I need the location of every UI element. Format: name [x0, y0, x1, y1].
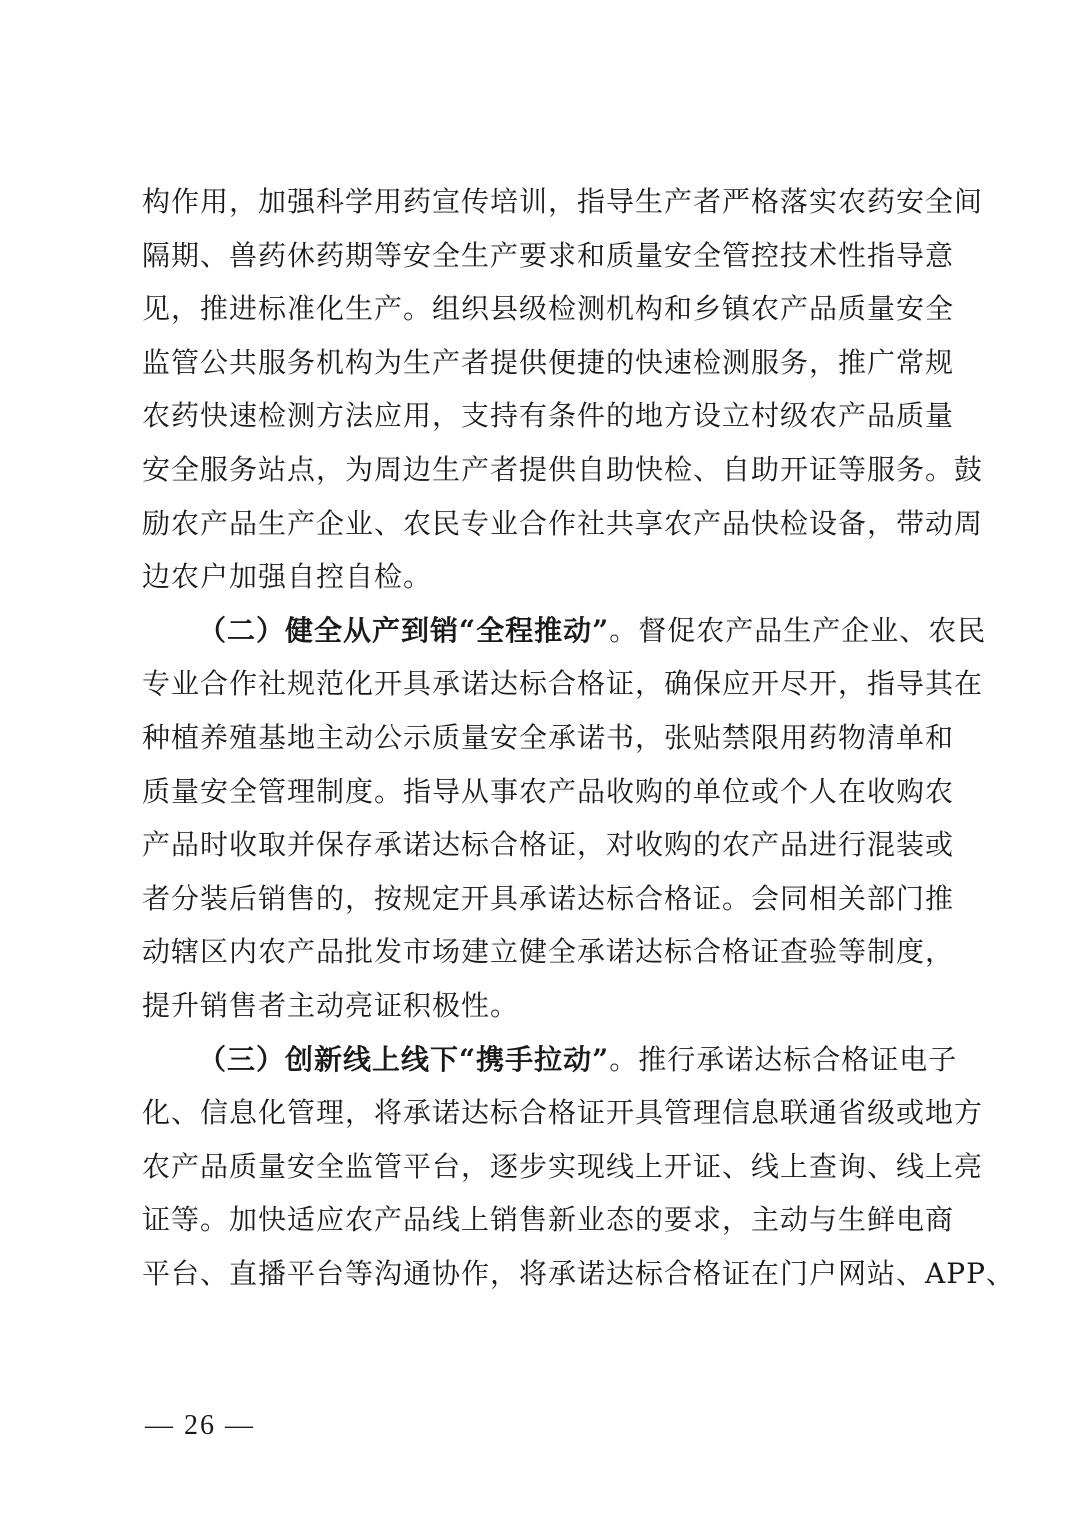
paragraph-1 [142, 175, 984, 604]
text-run: 。推行承诺达标合格证电子 [609, 1042, 958, 1076]
section-heading: （三）创新线上线下“携手拉动” [198, 1042, 610, 1076]
text-line [142, 604, 987, 658]
text-line: 边农户加强自控自检。 [142, 560, 433, 594]
page-number: — 26 — [145, 1410, 255, 1441]
text-line: 质量安全管理制度。指导从事农产品收购的单位或个人在收购农 [142, 774, 955, 808]
body-text [142, 175, 1015, 1300]
text-line: 隔期、兽药休药期等安全生产要求和质量安全管控技术性指导意 [142, 238, 955, 272]
text-line [142, 1033, 958, 1087]
section-heading: （二）健全从产到销“全程推动” [198, 613, 610, 647]
text-line: 农药快速检测方法应用，支持有条件的地方设立村级农产品质量 [142, 399, 955, 433]
text-line: 农产品质量安全监管平台，逐步实现线上开证、线上查询、线上亮 [142, 1149, 984, 1183]
text-line: 化、信息化管理，将承诺达标合格证开具管理信息联通省级或地方 [142, 1096, 984, 1130]
text-line: 监管公共服务机构为生产者提供便捷的快速检测服务，推广常规 [142, 345, 955, 379]
text-line: 构作用，加强科学用药宣传培训，指导生产者严格落实农药安全间 [142, 185, 984, 218]
text-line: 种植养殖基地主动公示质量安全承诺书，张贴禁限用药物清单和 [142, 720, 955, 754]
paragraph-2 [142, 604, 987, 1033]
text-line: 产品时收取并保存承诺达标合格证，对收购的农产品进行混装或 [142, 828, 955, 862]
text-line: 见，推进标准化生产。组织县级检测机构和乡镇农产品质量安全 [142, 292, 955, 326]
text-line: 平台、直播平台等沟通协作，将承诺达标合格证在门户网站、APP、 [142, 1256, 1015, 1290]
text-run: 。督促农产品生产企业、农民 [609, 613, 987, 647]
text-line: 安全服务站点，为周边生产者提供自助快检、自助开证等服务。鼓 [142, 452, 984, 486]
text-line: 提升销售者主动亮证积极性。 [142, 988, 520, 1022]
paragraph-3 [142, 1033, 1015, 1301]
text-line: 者分装后销售的，按规定开具承诺达标合格证。会同相关部门推 [142, 881, 955, 915]
text-line: 证等。加快适应农产品线上销售新业态的要求，主动与生鲜电商 [142, 1203, 955, 1237]
text-line: 专业合作社规范化开具承诺达标合格证，确保应开尽开，指导其在 [142, 667, 984, 701]
text-line: 动辖区内农产品批发市场建立健全承诺达标合格证查验等制度， [142, 935, 955, 969]
text-line: 励农产品生产企业、农民专业合作社共享农产品快检设备，带动周 [142, 506, 984, 540]
